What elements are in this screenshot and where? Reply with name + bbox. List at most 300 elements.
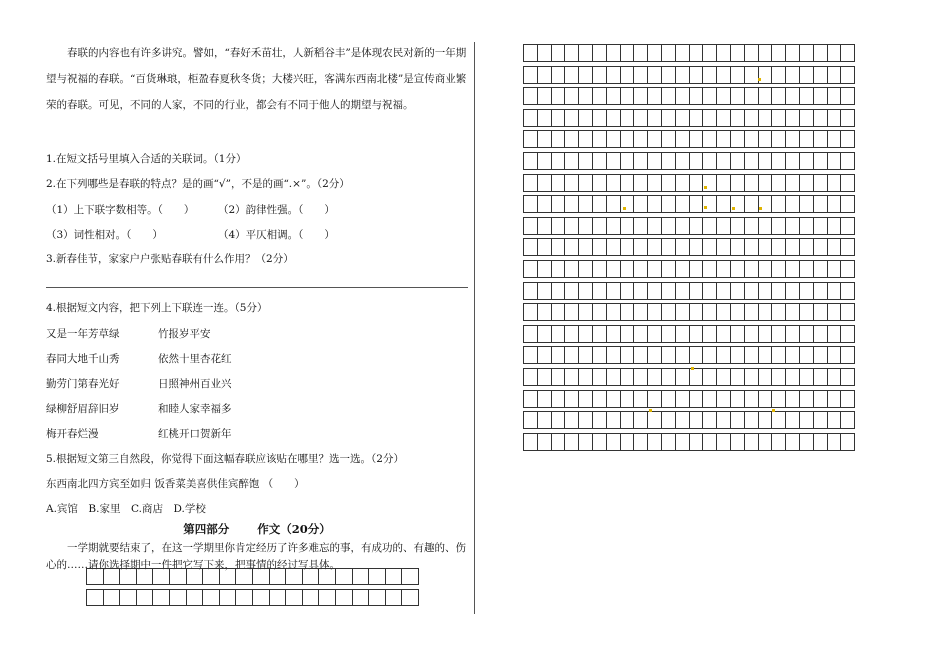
grid-cell[interactable]: [565, 217, 579, 235]
grid-cell[interactable]: [703, 238, 717, 256]
grid-cell[interactable]: [703, 346, 717, 364]
grid-cell[interactable]: [187, 589, 204, 606]
grid-cell[interactable]: [386, 589, 403, 606]
grid-cell[interactable]: [593, 174, 607, 192]
grid-cell[interactable]: [800, 282, 814, 300]
grid-cell[interactable]: [814, 152, 828, 170]
grid-cell[interactable]: [690, 217, 704, 235]
grid-cell[interactable]: [648, 44, 662, 62]
grid-cell[interactable]: [621, 238, 635, 256]
grid-cell[interactable]: [621, 303, 635, 321]
grid-cell[interactable]: [552, 195, 566, 213]
grid-cell[interactable]: [565, 325, 579, 343]
grid-cell[interactable]: [593, 130, 607, 148]
grid-cell[interactable]: [524, 368, 538, 386]
grid-cell[interactable]: [717, 87, 731, 105]
grid-cell[interactable]: [814, 346, 828, 364]
grid-cell[interactable]: [828, 238, 842, 256]
grid-cell[interactable]: [731, 325, 745, 343]
grid-cell[interactable]: [814, 368, 828, 386]
grid-cell[interactable]: [648, 303, 662, 321]
grid-cell[interactable]: [772, 238, 786, 256]
grid-cell[interactable]: [579, 66, 593, 84]
grid-cell[interactable]: [841, 282, 855, 300]
grid-cell[interactable]: [759, 217, 773, 235]
grid-cell[interactable]: [593, 346, 607, 364]
grid-cell[interactable]: [814, 217, 828, 235]
grid-cell[interactable]: [814, 390, 828, 408]
grid-cell[interactable]: [814, 303, 828, 321]
grid-cell[interactable]: [593, 87, 607, 105]
grid-cell[interactable]: [662, 325, 676, 343]
grid-cell[interactable]: [731, 130, 745, 148]
grid-cell[interactable]: [607, 109, 621, 127]
grid-cell[interactable]: [607, 174, 621, 192]
grid-cell[interactable]: [841, 130, 855, 148]
grid-cell[interactable]: [607, 66, 621, 84]
grid-cell[interactable]: [731, 390, 745, 408]
grid-cell[interactable]: [786, 195, 800, 213]
grid-cell[interactable]: [621, 411, 635, 429]
grid-cell[interactable]: [828, 282, 842, 300]
grid-cell[interactable]: [607, 260, 621, 278]
grid-cell[interactable]: [772, 66, 786, 84]
grid-cell[interactable]: [538, 109, 552, 127]
grid-cell[interactable]: [607, 346, 621, 364]
grid-cell[interactable]: [717, 411, 731, 429]
grid-cell[interactable]: [717, 346, 731, 364]
grid-cell[interactable]: [579, 130, 593, 148]
grid-cell[interactable]: [786, 303, 800, 321]
grid-cell[interactable]: [634, 130, 648, 148]
grid-cell[interactable]: [593, 44, 607, 62]
grid-cell[interactable]: [524, 195, 538, 213]
grid-cell[interactable]: [772, 109, 786, 127]
grid-cell[interactable]: [648, 195, 662, 213]
grid-cell[interactable]: [703, 325, 717, 343]
grid-cell[interactable]: [731, 44, 745, 62]
grid-cell[interactable]: [841, 109, 855, 127]
grid-cell[interactable]: [828, 260, 842, 278]
grid-cell[interactable]: [731, 238, 745, 256]
grid-cell[interactable]: [579, 282, 593, 300]
grid-cell[interactable]: [717, 66, 731, 84]
grid-cell[interactable]: [538, 174, 552, 192]
grid-cell[interactable]: [841, 368, 855, 386]
grid-cell[interactable]: [579, 390, 593, 408]
grid-cell[interactable]: [841, 152, 855, 170]
grid-cell[interactable]: [717, 325, 731, 343]
grid-cell[interactable]: [565, 195, 579, 213]
grid-cell[interactable]: [828, 346, 842, 364]
grid-cell[interactable]: [731, 433, 745, 451]
grid-cell[interactable]: [524, 282, 538, 300]
grid-cell[interactable]: [203, 568, 220, 585]
grid-cell[interactable]: [386, 568, 403, 585]
grid-cell[interactable]: [690, 411, 704, 429]
grid-cell[interactable]: [690, 368, 704, 386]
grid-cell[interactable]: [621, 109, 635, 127]
grid-cell[interactable]: [828, 109, 842, 127]
grid-cell[interactable]: [662, 44, 676, 62]
grid-cell[interactable]: [772, 260, 786, 278]
grid-cell[interactable]: [690, 152, 704, 170]
grid-cell[interactable]: [828, 130, 842, 148]
grid-cell[interactable]: [717, 282, 731, 300]
grid-cell[interactable]: [828, 390, 842, 408]
grid-cell[interactable]: [593, 195, 607, 213]
grid-cell[interactable]: [662, 282, 676, 300]
grid-cell[interactable]: [841, 238, 855, 256]
grid-cell[interactable]: [786, 390, 800, 408]
grid-cell[interactable]: [648, 130, 662, 148]
grid-cell[interactable]: [236, 568, 253, 585]
grid-cell[interactable]: [565, 260, 579, 278]
grid-cell[interactable]: [579, 174, 593, 192]
grid-cell[interactable]: [634, 282, 648, 300]
grid-cell[interactable]: [759, 174, 773, 192]
grid-cell[interactable]: [676, 433, 690, 451]
grid-cell[interactable]: [800, 303, 814, 321]
grid-cell[interactable]: [538, 260, 552, 278]
grid-cell[interactable]: [841, 303, 855, 321]
grid-cell[interactable]: [104, 589, 121, 606]
grid-cell[interactable]: [786, 260, 800, 278]
grid-cell[interactable]: [690, 130, 704, 148]
grid-cell[interactable]: [565, 44, 579, 62]
grid-cell[interactable]: [634, 66, 648, 84]
grid-cell[interactable]: [565, 282, 579, 300]
grid-cell[interactable]: [552, 66, 566, 84]
grid-cell[interactable]: [621, 217, 635, 235]
grid-cell[interactable]: [662, 346, 676, 364]
grid-cell[interactable]: [579, 238, 593, 256]
grid-cell[interactable]: [621, 368, 635, 386]
grid-cell[interactable]: [565, 411, 579, 429]
grid-cell[interactable]: [717, 260, 731, 278]
grid-cell[interactable]: [634, 238, 648, 256]
grid-cell[interactable]: [703, 260, 717, 278]
grid-cell[interactable]: [552, 325, 566, 343]
grid-cell[interactable]: [538, 44, 552, 62]
grid-cell[interactable]: [690, 238, 704, 256]
grid-cell[interactable]: [800, 411, 814, 429]
grid-cell[interactable]: [565, 152, 579, 170]
grid-cell[interactable]: [286, 568, 303, 585]
grid-cell[interactable]: [565, 66, 579, 84]
grid-cell[interactable]: [648, 433, 662, 451]
grid-cell[interactable]: [690, 44, 704, 62]
grid-cell[interactable]: [607, 368, 621, 386]
grid-cell[interactable]: [703, 66, 717, 84]
grid-cell[interactable]: [524, 44, 538, 62]
grid-cell[interactable]: [524, 390, 538, 408]
grid-cell[interactable]: [814, 411, 828, 429]
grid-cell[interactable]: [717, 238, 731, 256]
grid-cell[interactable]: [607, 303, 621, 321]
grid-cell[interactable]: [717, 195, 731, 213]
grid-cell[interactable]: [814, 195, 828, 213]
grid-cell[interactable]: [717, 390, 731, 408]
grid-cell[interactable]: [759, 260, 773, 278]
grid-cell[interactable]: [786, 66, 800, 84]
grid-cell[interactable]: [552, 433, 566, 451]
grid-cell[interactable]: [745, 109, 759, 127]
essay-grid-large[interactable]: [523, 44, 855, 454]
grid-cell[interactable]: [731, 303, 745, 321]
grid-cell[interactable]: [828, 66, 842, 84]
grid-cell[interactable]: [153, 568, 170, 585]
grid-cell[interactable]: [538, 152, 552, 170]
grid-cell[interactable]: [772, 195, 786, 213]
grid-cell[interactable]: [369, 589, 386, 606]
grid-cell[interactable]: [841, 217, 855, 235]
grid-cell[interactable]: [319, 589, 336, 606]
grid-cell[interactable]: [607, 390, 621, 408]
grid-cell[interactable]: [621, 87, 635, 105]
grid-cell[interactable]: [676, 174, 690, 192]
grid-cell[interactable]: [676, 66, 690, 84]
grid-cell[interactable]: [759, 390, 773, 408]
grid-cell[interactable]: [828, 368, 842, 386]
grid-cell[interactable]: [717, 303, 731, 321]
grid-cell[interactable]: [690, 282, 704, 300]
grid-cell[interactable]: [593, 303, 607, 321]
grid-cell[interactable]: [828, 152, 842, 170]
grid-cell[interactable]: [745, 174, 759, 192]
grid-cell[interactable]: [786, 433, 800, 451]
grid-cell[interactable]: [690, 109, 704, 127]
grid-cell[interactable]: [648, 152, 662, 170]
grid-cell[interactable]: [607, 87, 621, 105]
grid-cell[interactable]: [676, 303, 690, 321]
grid-cell[interactable]: [703, 130, 717, 148]
grid-cell[interactable]: [731, 174, 745, 192]
grid-cell[interactable]: [690, 303, 704, 321]
grid-cell[interactable]: [538, 282, 552, 300]
grid-cell[interactable]: [253, 568, 270, 585]
grid-cell[interactable]: [538, 195, 552, 213]
grid-cell[interactable]: [621, 174, 635, 192]
grid-cell[interactable]: [786, 174, 800, 192]
grid-cell[interactable]: [800, 109, 814, 127]
grid-cell[interactable]: [552, 44, 566, 62]
grid-cell[interactable]: [524, 130, 538, 148]
grid-cell[interactable]: [607, 130, 621, 148]
grid-cell[interactable]: [745, 390, 759, 408]
grid-cell[interactable]: [621, 390, 635, 408]
grid-cell[interactable]: [745, 217, 759, 235]
grid-cell[interactable]: [565, 238, 579, 256]
grid-cell[interactable]: [759, 433, 773, 451]
grid-cell[interactable]: [690, 433, 704, 451]
grid-cell[interactable]: [772, 368, 786, 386]
grid-cell[interactable]: [841, 195, 855, 213]
grid-cell[interactable]: [717, 174, 731, 192]
grid-cell[interactable]: [759, 130, 773, 148]
grid-cell[interactable]: [759, 195, 773, 213]
grid-cell[interactable]: [828, 44, 842, 62]
grid-cell[interactable]: [841, 44, 855, 62]
grid-cell[interactable]: [772, 174, 786, 192]
grid-cell[interactable]: [634, 195, 648, 213]
grid-cell[interactable]: [676, 217, 690, 235]
grid-cell[interactable]: [814, 238, 828, 256]
grid-cell[interactable]: [703, 87, 717, 105]
grid-cell[interactable]: [800, 390, 814, 408]
grid-cell[interactable]: [220, 568, 237, 585]
grid-cell[interactable]: [676, 152, 690, 170]
grid-cell[interactable]: [786, 152, 800, 170]
grid-cell[interactable]: [759, 109, 773, 127]
grid-cell[interactable]: [524, 411, 538, 429]
grid-cell[interactable]: [253, 589, 270, 606]
grid-cell[interactable]: [538, 87, 552, 105]
grid-cell[interactable]: [703, 303, 717, 321]
grid-cell[interactable]: [593, 390, 607, 408]
grid-cell[interactable]: [828, 433, 842, 451]
grid-cell[interactable]: [579, 303, 593, 321]
grid-cell[interactable]: [593, 282, 607, 300]
grid-cell[interactable]: [552, 109, 566, 127]
grid-cell[interactable]: [621, 44, 635, 62]
grid-cell[interactable]: [648, 174, 662, 192]
grid-cell[interactable]: [759, 411, 773, 429]
grid-cell[interactable]: [745, 303, 759, 321]
grid-cell[interactable]: [524, 109, 538, 127]
grid-cell[interactable]: [303, 589, 320, 606]
grid-cell[interactable]: [170, 568, 187, 585]
grid-cell[interactable]: [648, 217, 662, 235]
grid-cell[interactable]: [524, 433, 538, 451]
grid-cell[interactable]: [634, 325, 648, 343]
grid-cell[interactable]: [621, 260, 635, 278]
grid-cell[interactable]: [648, 87, 662, 105]
grid-cell[interactable]: [772, 433, 786, 451]
grid-cell[interactable]: [703, 195, 717, 213]
grid-cell[interactable]: [593, 66, 607, 84]
grid-cell[interactable]: [814, 109, 828, 127]
grid-cell[interactable]: [648, 325, 662, 343]
grid-cell[interactable]: [731, 260, 745, 278]
grid-cell[interactable]: [634, 152, 648, 170]
grid-cell[interactable]: [745, 411, 759, 429]
grid-cell[interactable]: [690, 66, 704, 84]
grid-cell[interactable]: [828, 174, 842, 192]
grid-cell[interactable]: [593, 411, 607, 429]
grid-cell[interactable]: [676, 130, 690, 148]
grid-cell[interactable]: [648, 390, 662, 408]
grid-cell[interactable]: [607, 152, 621, 170]
grid-cell[interactable]: [621, 282, 635, 300]
grid-cell[interactable]: [662, 238, 676, 256]
grid-cell[interactable]: [828, 325, 842, 343]
grid-cell[interactable]: [828, 195, 842, 213]
grid-cell[interactable]: [703, 152, 717, 170]
grid-cell[interactable]: [369, 568, 386, 585]
grid-cell[interactable]: [621, 152, 635, 170]
grid-cell[interactable]: [648, 260, 662, 278]
grid-cell[interactable]: [565, 87, 579, 105]
grid-cell[interactable]: [607, 195, 621, 213]
grid-cell[interactable]: [634, 411, 648, 429]
grid-cell[interactable]: [759, 325, 773, 343]
grid-cell[interactable]: [236, 589, 253, 606]
grid-cell[interactable]: [841, 411, 855, 429]
grid-cell[interactable]: [662, 390, 676, 408]
grid-cell[interactable]: [800, 238, 814, 256]
grid-cell[interactable]: [772, 411, 786, 429]
grid-cell[interactable]: [648, 282, 662, 300]
grid-cell[interactable]: [104, 568, 121, 585]
grid-cell[interactable]: [634, 368, 648, 386]
grid-cell[interactable]: [814, 87, 828, 105]
grid-cell[interactable]: [579, 325, 593, 343]
grid-cell[interactable]: [717, 109, 731, 127]
grid-cell[interactable]: [731, 195, 745, 213]
grid-cell[interactable]: [745, 433, 759, 451]
grid-cell[interactable]: [538, 433, 552, 451]
grid-cell[interactable]: [552, 260, 566, 278]
grid-cell[interactable]: [634, 44, 648, 62]
grid-cell[interactable]: [800, 44, 814, 62]
grid-cell[interactable]: [662, 152, 676, 170]
grid-cell[interactable]: [607, 44, 621, 62]
grid-cell[interactable]: [800, 325, 814, 343]
grid-cell[interactable]: [800, 260, 814, 278]
grid-cell[interactable]: [772, 217, 786, 235]
grid-cell[interactable]: [814, 260, 828, 278]
grid-cell[interactable]: [814, 282, 828, 300]
grid-cell[interactable]: [786, 282, 800, 300]
grid-cell[interactable]: [552, 87, 566, 105]
grid-cell[interactable]: [634, 260, 648, 278]
grid-cell[interactable]: [120, 568, 137, 585]
grid-cell[interactable]: [579, 195, 593, 213]
grid-cell[interactable]: [648, 109, 662, 127]
grid-cell[interactable]: [593, 217, 607, 235]
grid-cell[interactable]: [841, 325, 855, 343]
grid-cell[interactable]: [524, 152, 538, 170]
grid-cell[interactable]: [538, 217, 552, 235]
essay-grid-small[interactable]: [86, 568, 419, 610]
grid-cell[interactable]: [662, 217, 676, 235]
grid-cell[interactable]: [703, 109, 717, 127]
grid-cell[interactable]: [786, 368, 800, 386]
grid-cell[interactable]: [800, 346, 814, 364]
grid-cell[interactable]: [402, 568, 419, 585]
grid-cell[interactable]: [800, 195, 814, 213]
grid-cell[interactable]: [800, 433, 814, 451]
grid-cell[interactable]: [220, 589, 237, 606]
grid-cell[interactable]: [524, 87, 538, 105]
grid-cell[interactable]: [841, 66, 855, 84]
grid-cell[interactable]: [662, 411, 676, 429]
grid-cell[interactable]: [170, 589, 187, 606]
grid-cell[interactable]: [579, 217, 593, 235]
grid-cell[interactable]: [621, 325, 635, 343]
grid-cell[interactable]: [579, 152, 593, 170]
grid-cell[interactable]: [814, 130, 828, 148]
grid-cell[interactable]: [524, 174, 538, 192]
grid-cell[interactable]: [593, 152, 607, 170]
grid-cell[interactable]: [772, 325, 786, 343]
grid-cell[interactable]: [552, 346, 566, 364]
grid-cell[interactable]: [187, 568, 204, 585]
grid-cell[interactable]: [676, 44, 690, 62]
grid-cell[interactable]: [772, 390, 786, 408]
grid-cell[interactable]: [579, 109, 593, 127]
